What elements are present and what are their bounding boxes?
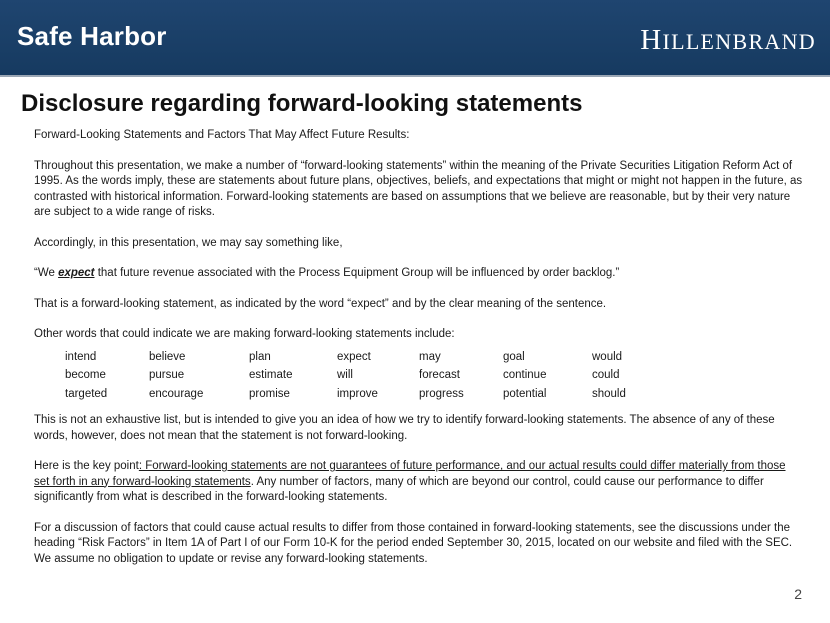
disclosure-body	[34, 128, 804, 567]
word-item: estimate	[249, 369, 293, 381]
header-banner	[0, 0, 830, 75]
word-item: forecast	[419, 369, 460, 381]
header-divider	[0, 75, 830, 77]
paragraph-key-point	[34, 459, 804, 506]
word-item: should	[592, 387, 626, 400]
logo-initial: H	[640, 24, 663, 56]
page-heading: Disclosure regarding forward-looking statements	[21, 90, 583, 117]
paragraph-other-words: Other words that could indicate we are making forward-looking statements include:	[34, 328, 455, 340]
example-quote	[34, 266, 804, 282]
forward-looking-words-grid	[65, 350, 804, 403]
paragraph-risk-factors: For a discussion of factors that could cause actual results to differ from those contained in forward-looking statements, see the discussions under the heading “Risk Factors” in Item 1A of Part I of our Form 10-K for the period ended September 30, 2015, located on our website and filed with the SEC. We assume no obligation to update or revise any forward-looking statements.	[34, 521, 793, 565]
quote-end: that future revenue associated with the Process Equipment Group will be influenced by order backlog.”	[94, 267, 620, 279]
word-item: would	[592, 350, 623, 363]
word-item: intend	[65, 350, 97, 363]
paragraph-accordingly: Accordingly, in this presentation, we may say something like,	[34, 236, 343, 249]
word-item: potential	[503, 387, 547, 400]
word-item: could	[592, 369, 620, 381]
word-item: goal	[503, 350, 525, 363]
word-item: encourage	[149, 387, 204, 400]
quote-emphasis: expect	[58, 267, 95, 279]
hillenbrand-logo	[640, 24, 816, 57]
word-item: pursue	[149, 369, 185, 381]
word-item: improve	[337, 387, 378, 400]
key-point-lead: Here is the key point	[34, 460, 139, 472]
key-point-tail: . Any number of factors, many of which are beyond our control, could cause our performance to differ significantly from what is described in the forward-looking statements.	[34, 475, 764, 503]
intro-line: Forward-Looking Statements and Factors That May Affect Future Results:	[34, 129, 410, 141]
word-item: will	[337, 369, 353, 381]
word-item: believe	[149, 350, 186, 363]
word-item: become	[65, 369, 106, 381]
paragraph-not-exhaustive: This is not an exhaustive list, but is intended to give you an idea of how we try to identify forward-looking statements. The absence of any of these words, however, does not mean that the statement is not forward-looking.	[34, 414, 775, 442]
word-item: targeted	[65, 387, 108, 400]
word-item: expect	[337, 350, 371, 363]
key-point-underlined: : Forward-looking statements are not guarantees of future performance, and our actual results could differ materially from those set forth in any forward-looking statements	[34, 460, 786, 488]
word-item: may	[419, 350, 441, 363]
page-number: 2	[794, 586, 802, 602]
word-item: progress	[419, 387, 464, 400]
paragraph-pslra: Throughout this presentation, we make a number of “forward-looking statements” within the meaning of the Private Securities Litigation Reform Act of 1995. As the words imply, these are statements about future plans, objectives, beliefs, and expectations that might or might not happen in the future, as contrasted with historical information. Forward-looking statements are based on assumptions that we believe are reasonable, but by their very nature are subject to a wide range of risks.	[34, 159, 803, 218]
quote-start: “We	[34, 267, 59, 279]
word-item: promise	[249, 387, 290, 400]
logo-rest: ILLENBRAND	[662, 29, 816, 54]
word-item: continue	[503, 369, 547, 381]
paragraph-explanation: That is a forward-looking statement, as indicated by the word “expect” and by the clear meaning of the sentence.	[34, 297, 607, 310]
word-item: plan	[249, 350, 271, 363]
slide-title: Safe Harbor	[17, 21, 167, 51]
